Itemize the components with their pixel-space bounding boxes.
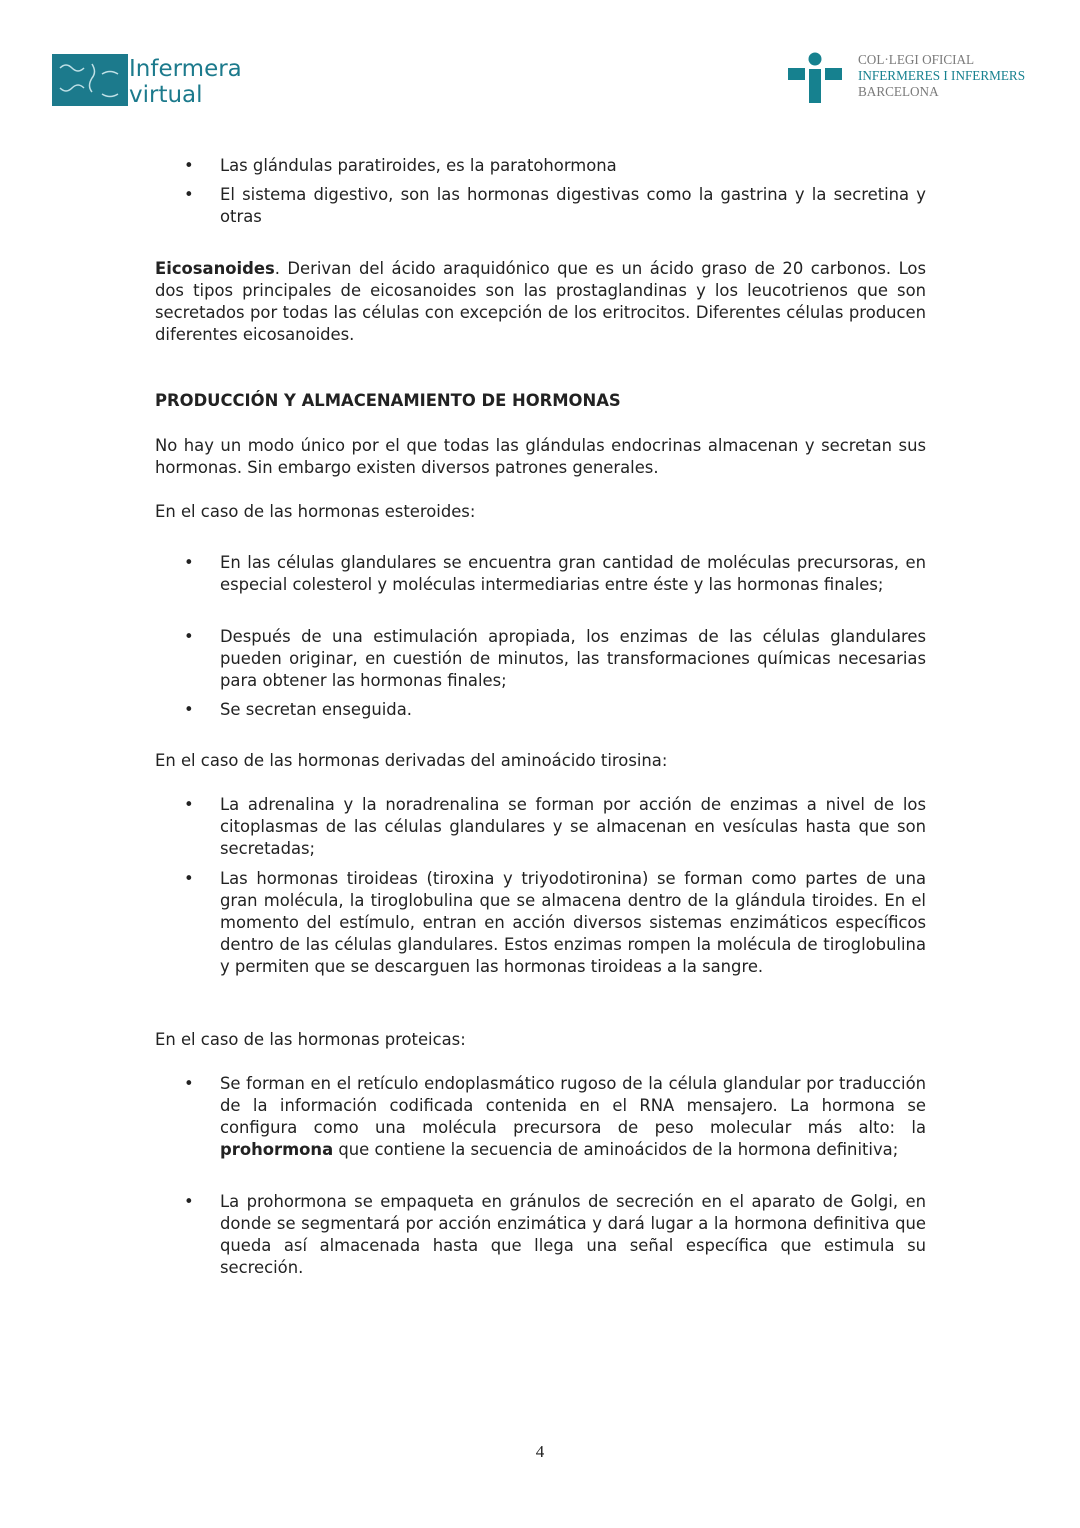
page-number: 4	[535, 1442, 545, 1461]
text: Se forman en el retículo endoplasmático rugoso de la célula glandular por traducción de la información codificada contenida en el RNA mensajero. La hormona se configura como una molécula precursora de peso molecular más alto: la	[220, 1074, 926, 1137]
list-item: • En las células glandulares se encuentra gran cantidad de moléculas precursoras, en especial colesterol y moléculas intermediarias entre éste y las hormonas finales;	[220, 552, 926, 596]
list-item: • Se secretan enseguida.	[220, 699, 926, 721]
logo-line-2: INFERMERES I INFERMERS	[858, 68, 1026, 83]
steroids-intro: En el caso de las hormonas esteroides:	[155, 502, 476, 521]
term: Eicosanoides	[155, 259, 275, 278]
intro-paragraph: No hay un modo único por el que todas las glándulas endocrinas almacenan y secretan sus hormonas. Sin embargo existen diversos patrones generales.	[155, 436, 926, 477]
paragraph-text: . Derivan del ácido araquidónico que es un ácido graso de 20 carbonos. Los dos tipos principales de eicosanoides son las prostaglandinas y los leucotrienos que son secretados por todas las células con excepción de los eritrocitos. Diferentes células producen diferentes eicosanoides.	[155, 259, 926, 344]
list-item: • El sistema digestivo, son las hormonas digestivas como la gastrina y la secretina y otras	[220, 184, 926, 228]
protein-intro: En el caso de las hormonas proteicas:	[155, 1030, 466, 1049]
cross-logo-icon	[788, 52, 848, 106]
infermera-virtual-logo	[52, 54, 252, 106]
list-item: • Después de una estimulación apropiada, los enzimas de las células glandulares pueden originar, en cuestión de minutos, las transformaciones químicas necesarias para obtener las hormonas finales;	[220, 626, 926, 692]
logo-line-3: BARCELONA	[858, 84, 939, 99]
list-item	[220, 1073, 926, 1161]
list-item: • Las glándulas paratiroides, es la paratohormona	[220, 155, 926, 177]
list-item: • La prohormona se empaqueta en gránulos de secreción en el aparato de Golgi, en donde se segmentará por acción enzimática y dará lugar a la hormona definitiva que queda así almacenada hasta que llega una señal específica que estimula su secreción.	[220, 1191, 926, 1279]
list-item: • Las hormonas tiroideas (tiroxina y triyodotironina) se forman como partes de una gran molécula, la tiroglobulina que se almacena dentro de la glándula tiroides. En el momento del estímulo, entran en acción diversos sistemas enzimáticos específicos dentro de las células glandulares. Estos enzimas rompen la molécula de tiroglobulina y permiten que se descarguen las hormonas tiroideas a la sangre.	[220, 868, 926, 978]
logo-line-1: COL·LEGI OFICIAL	[858, 52, 975, 67]
bold-term: prohormona	[220, 1140, 334, 1159]
svg-text:virtual: virtual	[129, 82, 203, 106]
col-legi-infermeres-logo	[788, 52, 1048, 106]
section-heading: PRODUCCIÓN Y ALMACENAMIENTO DE HORMONAS	[155, 391, 621, 410]
svg-text:Infermera: Infermera	[129, 56, 242, 82]
eicosanoides-paragraph	[155, 258, 926, 346]
puzzle-logo-icon	[52, 54, 252, 106]
text: que contiene la secuencia de aminoácidos de la hormona definitiva;	[333, 1140, 899, 1159]
list-item: • La adrenalina y la noradrenalina se forman por acción de enzimas a nivel de los citoplasmas de las células glandulares y se almacenan en vesículas hasta que son secretadas;	[220, 794, 926, 860]
tyrosine-intro: En el caso de las hormonas derivadas del aminoácido tirosina:	[155, 751, 668, 770]
